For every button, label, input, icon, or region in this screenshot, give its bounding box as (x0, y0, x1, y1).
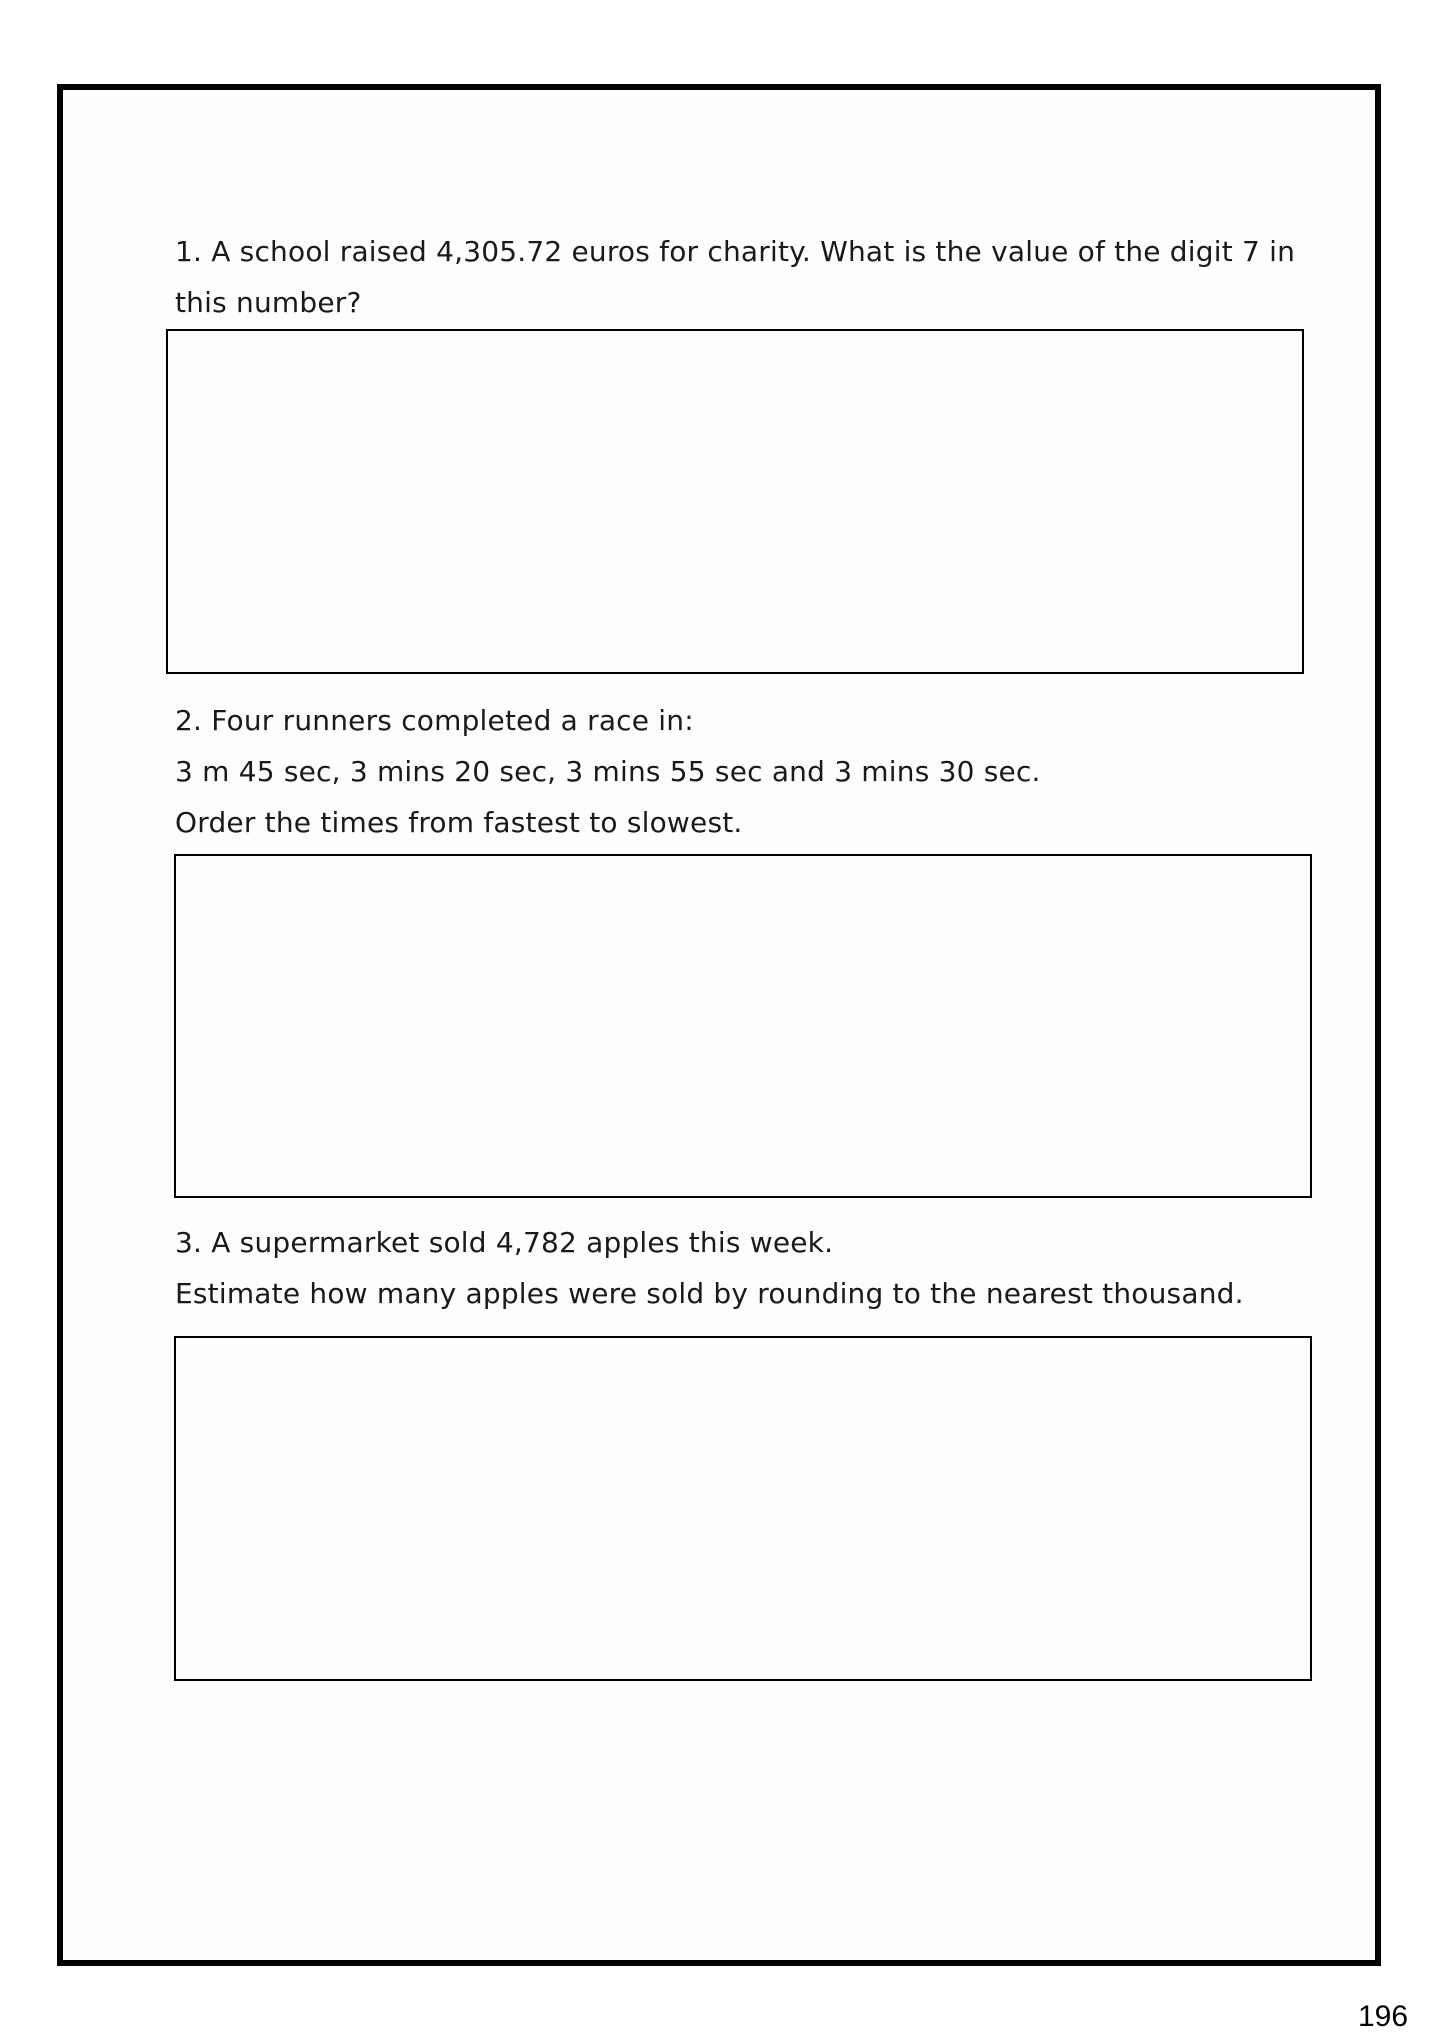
question-1-line-1: 1. A school raised 4,305.72 euros for charity. What is the value of the digit 7 in (175, 235, 1296, 268)
question-2-line-2: 3 m 45 sec, 3 mins 20 sec, 3 mins 55 sec and 3 mins 30 sec. (175, 755, 1041, 788)
question-1-line-2: this number? (175, 286, 362, 319)
question-2-line-1: 2. Four runners completed a race in: (175, 704, 694, 737)
answer-box-2[interactable] (174, 854, 1312, 1198)
answer-box-1[interactable] (166, 329, 1304, 674)
answer-box-3[interactable] (174, 1336, 1312, 1681)
question-2-line-3: Order the times from fastest to slowest. (175, 806, 743, 839)
page-number: 196 (1358, 2000, 1409, 2033)
question-3-line-2: Estimate how many apples were sold by rounding to the nearest thousand. (175, 1277, 1244, 1310)
question-3-line-1: 3. A supermarket sold 4,782 apples this week. (175, 1226, 834, 1259)
